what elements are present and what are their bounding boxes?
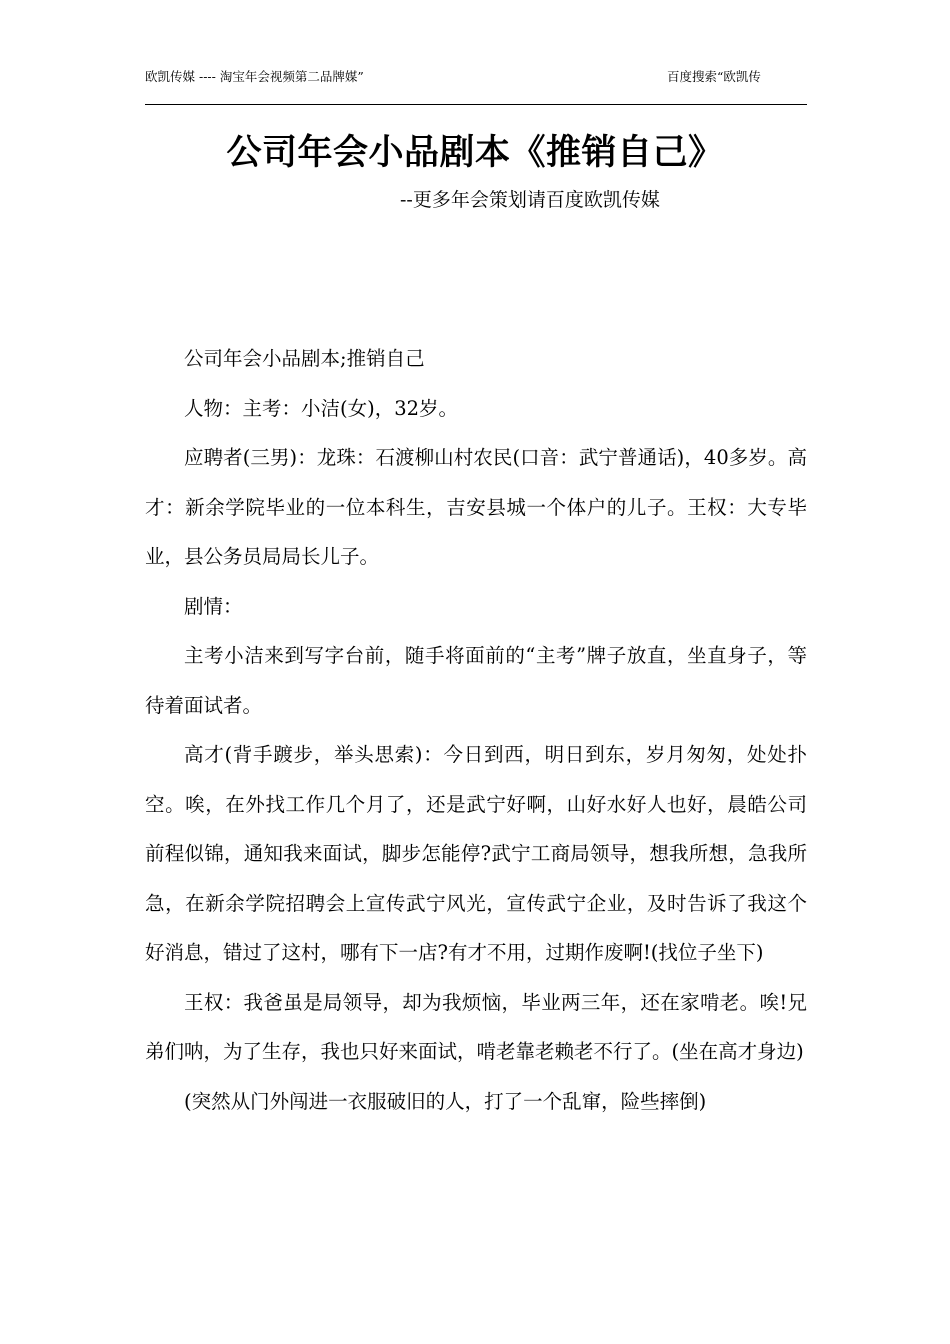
paragraph-plot-label: 剧情： — [184, 594, 243, 618]
document-subtitle: --更多年会策划请百度欧凯传媒 — [400, 189, 660, 211]
paragraph-gaocai-line: 高才(背手踱步，举头思索)：今日到西，明日到东，岁月匆匆，处处扑空。唉，在外找工作几个月了，还是武宁好啊，山好水好人也好，晨皓公司前程似锦，通知我来面试，脚步怎能停?武宁工商局领导，想我所想，急我所急，在新余学院招聘会上宣传武宁风光，宣传武宁企业，及时告诉了我这个好消息，错过了这村，哪有下一店?有才不用，过期作废啊!(找位子坐下) — [145, 743, 807, 964]
document-title: 公司年会小品剧本《推销自己》 — [226, 133, 724, 173]
document-body — [145, 334, 807, 1126]
paragraph-wangquan-line: 王权：我爸虽是局领导，却为我烦恼，毕业两三年，还在家啃老。唉!兄弟们呐，为了生存，我也只好来面试，啃老靠老赖老不行了。(坐在高才身边) — [145, 990, 807, 1063]
header-left-text: 欧凯传媒 ---- 淘宝年会视频第二品牌媒” — [145, 69, 364, 84]
header-right-text: 百度搜索“欧凯传 — [667, 69, 761, 84]
paragraph-heading: 公司年会小品剧本;推销自己 — [184, 347, 425, 370]
page-header — [145, 66, 807, 105]
paragraph-characters-examiner: 人物：主考：小洁(女)，32岁。 — [184, 396, 459, 420]
paragraph-characters-applicants: 应聘者(三男)：龙珠：石渡柳山村农民(口音：武宁普通话)，40多岁。高才：新余学院毕业的一位本科生，吉安县城一个体户的儿子。王权：大专毕业，县公务员局局长儿子。 — [145, 446, 807, 568]
paragraph-scene-opening: 主考小洁来到写字台前，随手将面前的“主考”牌子放直，坐直身子，等待着面试者。 — [145, 644, 807, 717]
paragraph-stage-direction: (突然从门外闯进一衣服破旧的人，打了一个乱窜，险些摔倒) — [184, 1089, 707, 1113]
